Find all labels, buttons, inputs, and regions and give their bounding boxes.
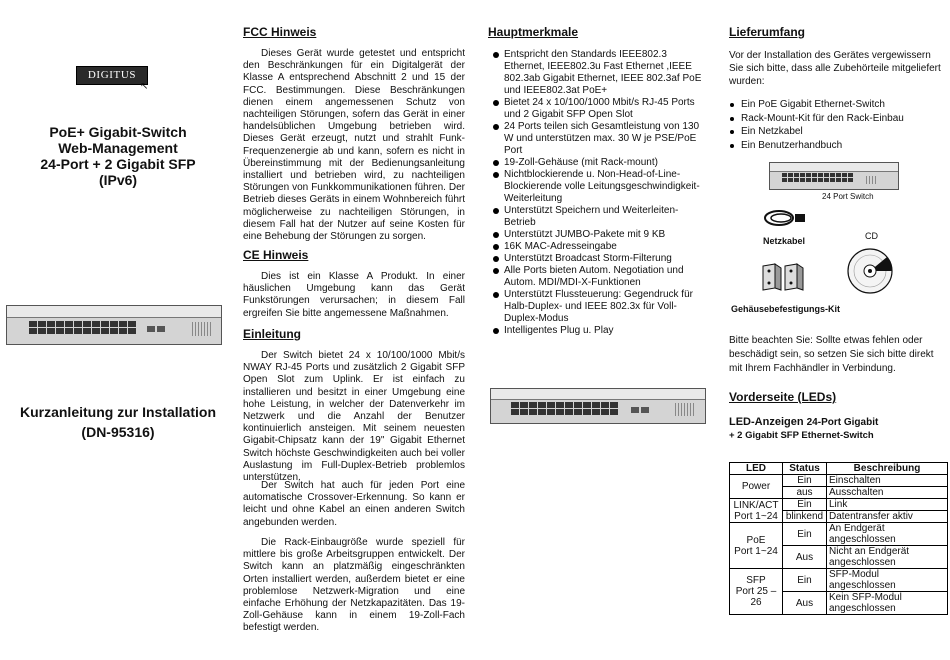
switch-illustration-large	[6, 305, 222, 345]
table-row: Aus Nicht an Endgerät angeschlossen	[730, 546, 948, 569]
port-grid	[511, 402, 618, 415]
table-row: Aus Kein SFP-Modul angeschlossen	[730, 592, 948, 615]
column-header-status: Status	[783, 463, 827, 475]
front-heading: Vorderseite (LEDs)	[729, 390, 837, 404]
sfp-slot	[157, 326, 165, 332]
brackets-caption: Gehäusebefestigungs-Kit	[731, 304, 841, 314]
intro-paragraph-3: Die Rack-Einbaugröße wurde speziell für mittlere bis große Arbeitsgruppen entwickelt. Der Switch kann an platzmäßig eingeschränkten Orten installiert werden, außerdem bietet er eine problemlose Netzwerk-Migration und eine einfache Erhöhung der Netzkapazitäten. Das 19-Zoll-Gehäuse kann in einem 19-Zoll-Fach befestigt werden.	[243, 537, 465, 634]
fcc-heading: FCC Hinweis	[243, 25, 317, 39]
cursor-arrow-icon: ↖	[140, 81, 149, 92]
intro-paragraph-1: Der Switch bietet 24 x 10/100/1000 Mbit/s NWAY RJ-45 Ports und zusätzlich 2 Gigabit SFP Open Slot zum Uplink. Er ist einfach zu installieren und besitzt in einer Umgebung eine hohe Leistung, in welcher der Datenverkehr im Netzwerk und die Anzahl der Benutzer kontinuierlich ansteigen. Mit seinem neuesten Gigabit-Chipsatz kann der 19" Gigabit Ethernet Switch höchste Geschwindigkeiten auch bei voller Auslastung im Full-Duplex-Betrieb problemlos unterstützen.	[243, 350, 465, 484]
package-item: Ein PoE Gigabit Ethernet-Switch	[729, 98, 904, 112]
ce-text: Dies ist ein Klasse A Produkt. In einer häuslichen Umgebung kann das Gerät Funkstörungen verursachen; in diesem Fall ergreifen Sie bitte angemessene Maßnahmen.	[243, 271, 465, 319]
feature-item: Unterstützt JUMBO-Pakete mit 9 KB	[488, 229, 710, 241]
feature-item: Intelligentes Plug u. Play	[488, 325, 710, 337]
column-header-description: Beschreibung	[827, 463, 948, 475]
feature-item: Nichtblockierende u. Non-Head-of-Line-Blockierende volle Leitungsgeschwindigkeit-Weiterleitung	[488, 169, 710, 205]
package-items	[729, 98, 904, 152]
package-item: Ein Benutzerhandbuch	[729, 139, 904, 153]
cd-icon	[845, 247, 895, 295]
switch-caption: 24 Port Switch	[822, 192, 874, 201]
led-table	[729, 462, 948, 615]
features-list	[488, 49, 710, 337]
column-header-led: LED	[730, 463, 783, 475]
fcc-text: Dieses Gerät wurde getestet und entspricht den Beschränkungen für ein Digitalgerät der Klasse A entsprechend Abschnitt 2 und 15 der FCC. Bestimmungen. Diese Beschränkungen dienen einem angemessenen Schutz von nachteiligen Störungen, sofern das Gerät in einer handelsüblichen Umgebung betrieben wird. Dieses Gerät erzeugt, nutzt und strahlt Funk-Frequenzenergie ab und kann, sofern es nicht in Übereinstimmung mit der Bedienungsanleitung installiert und betrieben wird, zu nachteiligen Störungen von Funkkommunikationen führen. Der Betrieb dieses Geräts in einem Wohnbereich führt möglicherweise zu nachteiligen Störungen, in diesem Fall hat der Nutzer auf seine Kosten für eine Behebung der Störungen zu sorgen.	[243, 48, 465, 243]
feature-item: 19-Zoll-Gehäuse (mit Rack-mount)	[488, 157, 710, 169]
title-line-2: Web-Management	[58, 140, 178, 156]
table-row: LINK/ACT Port 1~24 Ein Link	[730, 499, 948, 511]
features-heading: Hauptmerkmale	[488, 25, 579, 39]
table-row: Power Ein Einschalten	[730, 475, 948, 487]
table-row: aus Ausschalten	[730, 487, 948, 499]
feature-item: Unterstützt Flussteuerung: Gegendruck für Halb-Duplex- und IEEE 802.3x für Voll-Duplex-Modus	[488, 289, 710, 325]
feature-item: Unterstützt Speichern und Weiterleiten-Betrieb	[488, 205, 710, 229]
product-title	[0, 124, 236, 188]
feature-item: Entspricht den Standards IEEE802.3 Ethernet, IEEE802.3u Fast Ethernet ,IEEE 802.3ab Gigabit Ethernet, IEEE 802.3af PoE und IEEE802.3at PoE+	[488, 49, 710, 97]
subtitle-line-2: (DN-95316)	[81, 424, 155, 440]
power-cable-icon	[761, 206, 809, 230]
package-intro: Vor der Installation des Gerätes vergewissern Sie sich bitte, dass alle Zubehörteile mitgeliefert wurden:	[729, 50, 941, 87]
led-sfp: SFP Port 25 – 26	[730, 569, 783, 615]
feature-item: Alle Ports bieten Autom. Negotiation und Autom. MDI/MDI-X-Funktionen	[488, 265, 710, 289]
port-grid	[29, 321, 136, 334]
feature-item: 16K MAC-Adresseingabe	[488, 241, 710, 253]
switch-illustration-medium	[490, 388, 706, 424]
sfp-slot	[641, 407, 649, 413]
intro-paragraph-2: Der Switch hat auch für jeden Port eine automatische Crossover-Erkennung. So kann er leicht und ohne Kabel an einen anderen Switch angebunden werden.	[243, 480, 465, 528]
led-power: Power	[730, 475, 783, 499]
sfp-slot	[147, 326, 155, 332]
sfp-slot	[631, 407, 639, 413]
port-grid	[782, 173, 853, 182]
title-line-4: (IPv6)	[98, 172, 138, 188]
feature-item: Bietet 24 x 10/100/1000 Mbit/s RJ-45 Ports und 2 Gigabit SFP Open Slot	[488, 97, 710, 121]
installation-guide-title	[0, 402, 236, 442]
led-link-act: LINK/ACT Port 1~24	[730, 499, 783, 523]
subtitle-line-1: Kurzanleitung zur Installation	[19, 404, 216, 420]
package-heading: Lieferumfang	[729, 25, 806, 39]
package-item: Rack-Mount-Kit für den Rack-Einbau	[729, 112, 904, 126]
title-line-1: PoE+ Gigabit-Switch	[49, 124, 187, 140]
led-subheading: LED-Anzeigen 24-Port Gigabit + 2 Gigabit SFP Ethernet-Switch	[729, 416, 879, 441]
vent-grille	[866, 176, 878, 184]
feature-item: 24 Ports teilen sich Gesamtleistung von 130 W und unterstützen max. 30 W je PSE/PoE Port	[488, 121, 710, 157]
cable-caption: Netzkabel	[763, 236, 806, 246]
vent-grille	[675, 403, 695, 416]
led-poe: PoE Port 1~24	[730, 523, 783, 569]
title-line-3: 24-Port + 2 Gigabit SFP	[40, 156, 196, 172]
cd-caption: CD	[865, 231, 878, 241]
feature-item: Unterstützt Broadcast Storm-Filterung	[488, 253, 710, 265]
intro-heading: Einleitung	[243, 327, 301, 341]
table-row: PoE Port 1~24 Ein An Endgerät angeschlossen	[730, 523, 948, 546]
table-row: SFP Port 25 – 26 Ein SFP-Modul angeschlossen	[730, 569, 948, 592]
table-row: blinkend Datentransfer aktiv	[730, 511, 948, 523]
switch-illustration-small	[769, 162, 899, 190]
table-header-row	[730, 463, 948, 475]
package-note: Bitte beachten Sie: Sollte etwas fehlen oder beschädigt sein, so setzen Sie sich bitte direkt mit Ihrem Fachhändler in Verbindung.	[729, 335, 934, 374]
mounting-brackets-icon	[761, 262, 805, 292]
package-item: Ein Netzkabel	[729, 125, 904, 139]
ce-heading: CE Hinweis	[243, 248, 309, 262]
vent-grille	[192, 322, 212, 336]
digitus-logo: DIGITUS	[76, 66, 148, 85]
